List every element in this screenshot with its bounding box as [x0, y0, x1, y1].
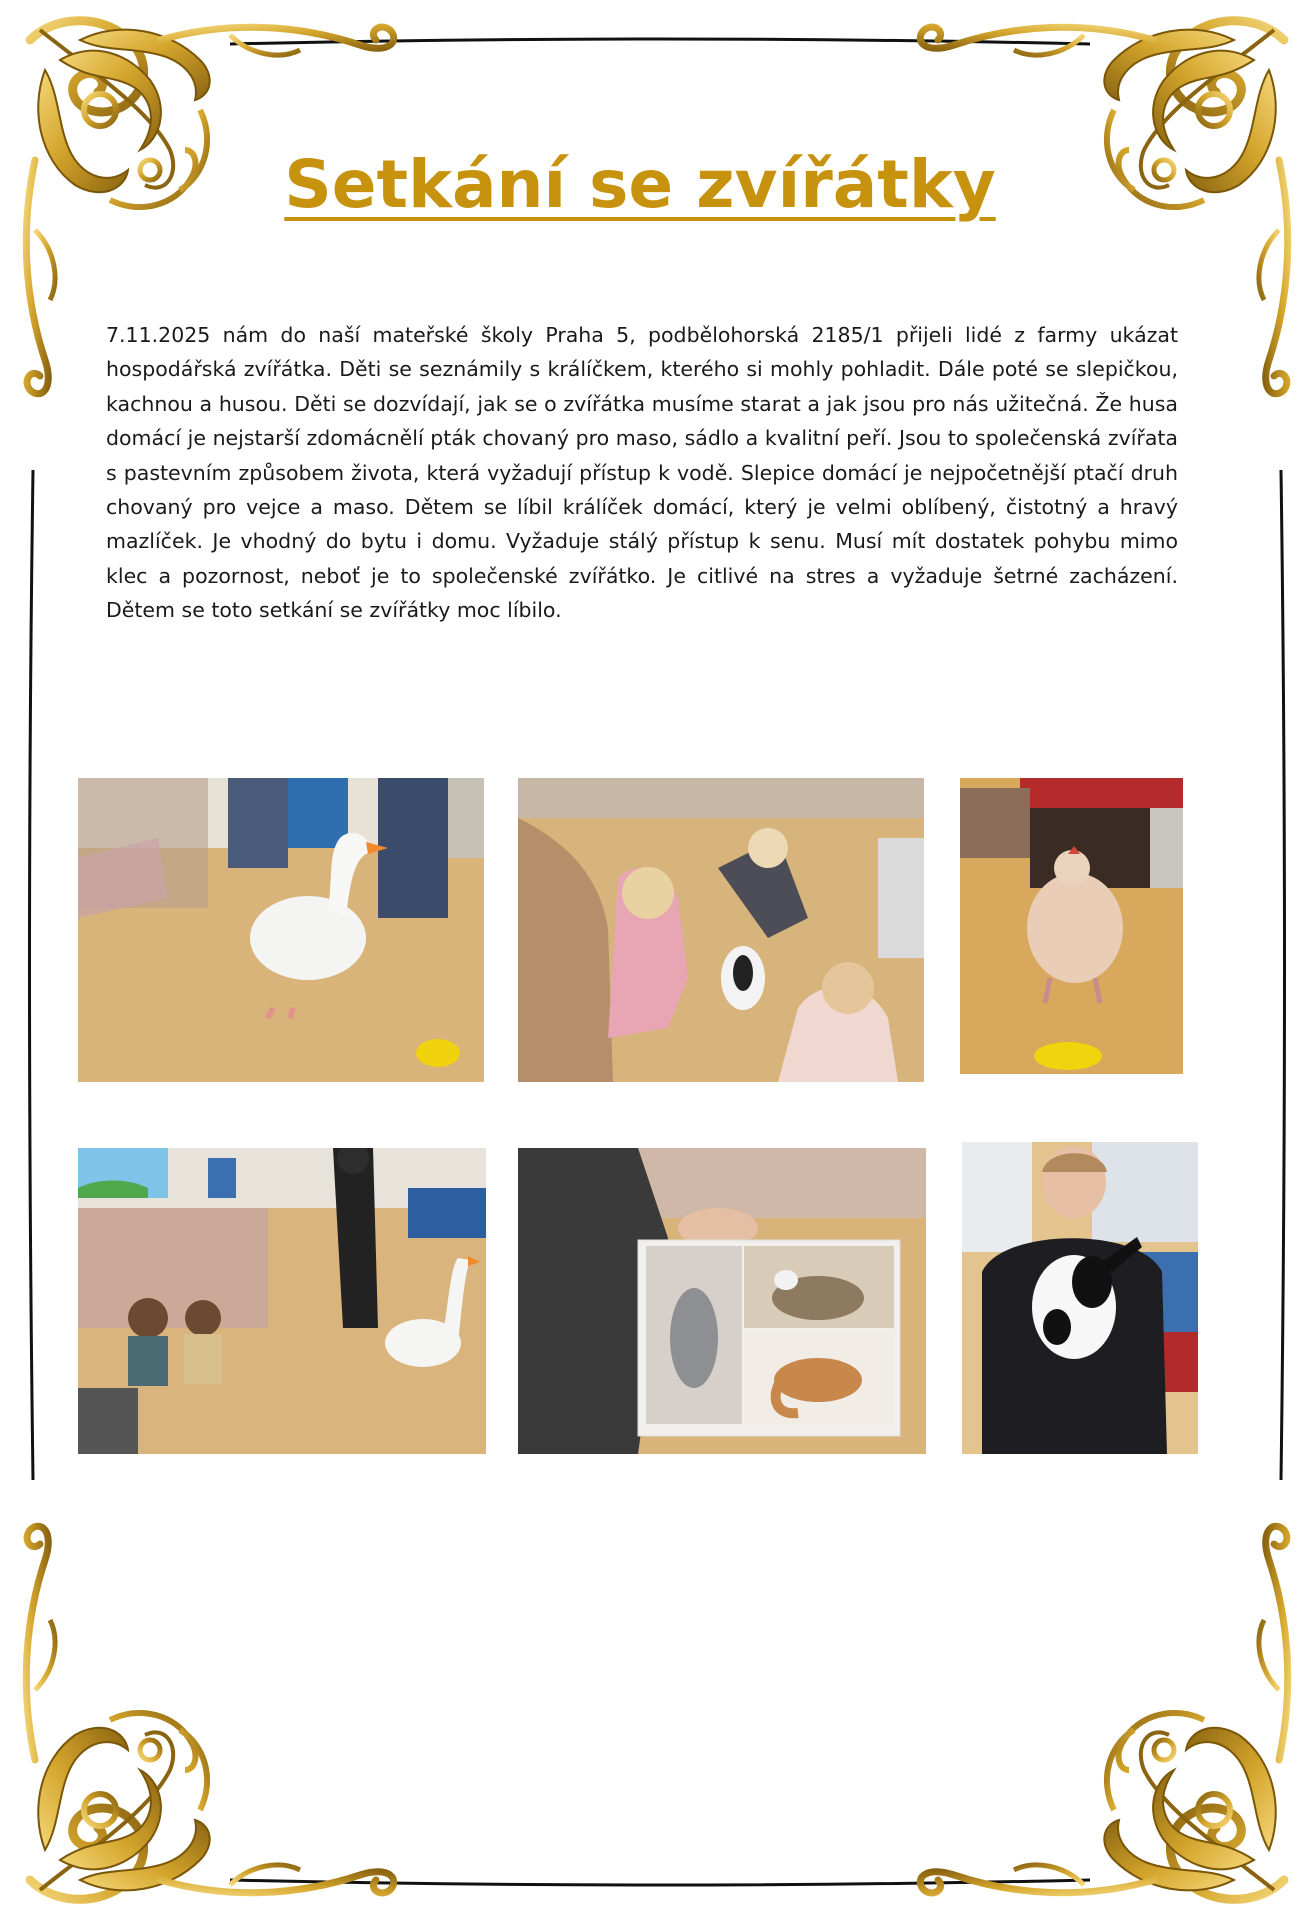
photo-hen: [960, 778, 1183, 1074]
photo-rabbit-pictures: [518, 1148, 926, 1454]
photo-goose: [78, 778, 484, 1082]
page-title: [0, 146, 1280, 223]
photo-children-and-goose: [78, 1148, 486, 1454]
article-body: 7.11.2025 nám do naší mateřské školy Praha 5, podbělohorská 2185/1 přijeli lidé z farmy ukázat hospodářská zvířátka. Děti se seznámily s králíčkem, kterého si mohly pohladit. Dále poté se slepičkou, kachnou a husou. Děti se dozvídají, jak se o zvířátka musíme starat a jak jsou pro nás užitečná. Že husa domácí je nejstarší zdomácnělí pták chovaný pro maso, sádlo a kvalitní peří. Jsou to společenská zvířata s pastevním způsobem života, která vyžadují přístup k vodě. Slepice domácí je nejpočetnější ptačí druh chovaný pro vejce a maso. Dětem se líbil králíček domácí, který je velmi oblíbený, čistotný a hravý mazlíček. Je vhodný do bytu i domu. Vyžaduje stálý přístup k senu. Musí mít dostatek pohybu mimo klec a pozornost, neboť je to společenské zvířátko. Je citlivé na stres a vyžaduje šetrné zacházení. Dětem se toto setkání se zvířátky moc líbilo.: [106, 323, 1178, 623]
photo-woman-holding-rabbit: [962, 1142, 1198, 1454]
title-text: Setkání se zvířátky: [284, 146, 996, 223]
photo-children-with-rabbit: [518, 778, 924, 1082]
